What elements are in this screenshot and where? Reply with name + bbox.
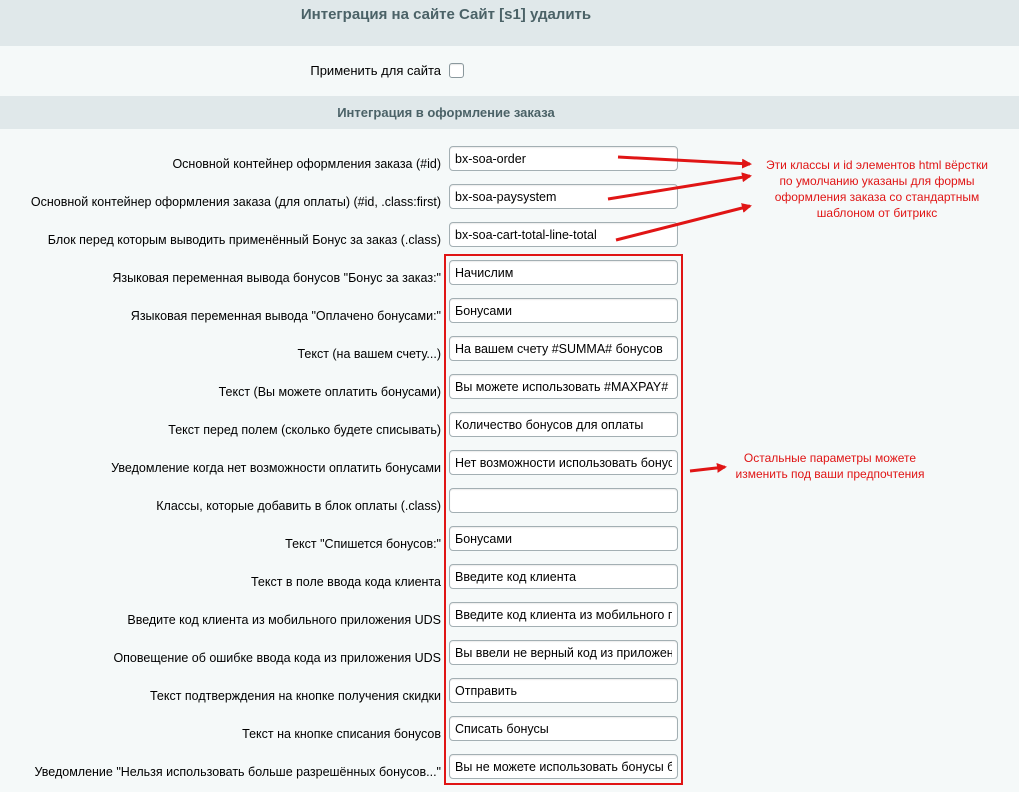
field-label: Текст "Спишется бонусов:" <box>285 537 441 551</box>
field-label: Классы, которые добавить в блок оплаты (.class) <box>156 499 441 513</box>
annotation-top-note: Эти классы и id элементов html вёрстки по умолчанию указаны для формы оформления заказа со стандартным шаблоном от битрикс <box>766 158 988 220</box>
page-title: Интеграция на сайте Сайт [s1] удалить <box>300 6 592 23</box>
arrow-to-payment-container <box>608 176 750 199</box>
field-label: Основной контейнер оформления заказа (для оплаты) (#id, .class:first) <box>30 195 441 209</box>
field-label: Текст (на вашем счету...) <box>297 347 441 361</box>
field-label: Уведомление когда нет возможности оплатить бонусами <box>111 461 441 475</box>
field-label: Текст в поле ввода кода клиента <box>250 575 441 589</box>
field-label: Введите код клиента из мобильного приложения UDS <box>127 613 441 627</box>
field-label: Уведомление "Нельзя использовать больше разрешённых бонусов..." <box>34 765 441 779</box>
arrow-to-bonus-block <box>616 206 750 240</box>
field-label: Языковая переменная вывода "Оплачено бонусами:" <box>130 309 441 323</box>
field-label: Блок перед которым выводить применённый Бонус за заказ (.class) <box>47 233 441 247</box>
annotation-side-note: Остальные параметры можете изменить под ваши предпочтения <box>735 451 925 481</box>
field-label: Оповещение об ошибке ввода кода из приложения UDS <box>113 651 441 665</box>
field-label: Языковая переменная вывода бонусов "Бонус за заказ:" <box>112 271 441 285</box>
field-label: Текст на кнопке списания бонусов <box>242 727 441 741</box>
field-label: Текст подтверждения на кнопке получения скидки <box>149 689 441 703</box>
arrow-to-main-container <box>618 157 750 164</box>
field-label: Текст перед полем (сколько будете списывать) <box>168 423 441 437</box>
field-label: Основной контейнер оформления заказа (#id) <box>172 157 441 171</box>
section-title: Интеграция в оформление заказа <box>337 105 555 120</box>
field-label: Текст (Вы можете оплатить бонусами) <box>218 385 441 399</box>
apply-site-label: Применить для сайта <box>310 63 441 78</box>
